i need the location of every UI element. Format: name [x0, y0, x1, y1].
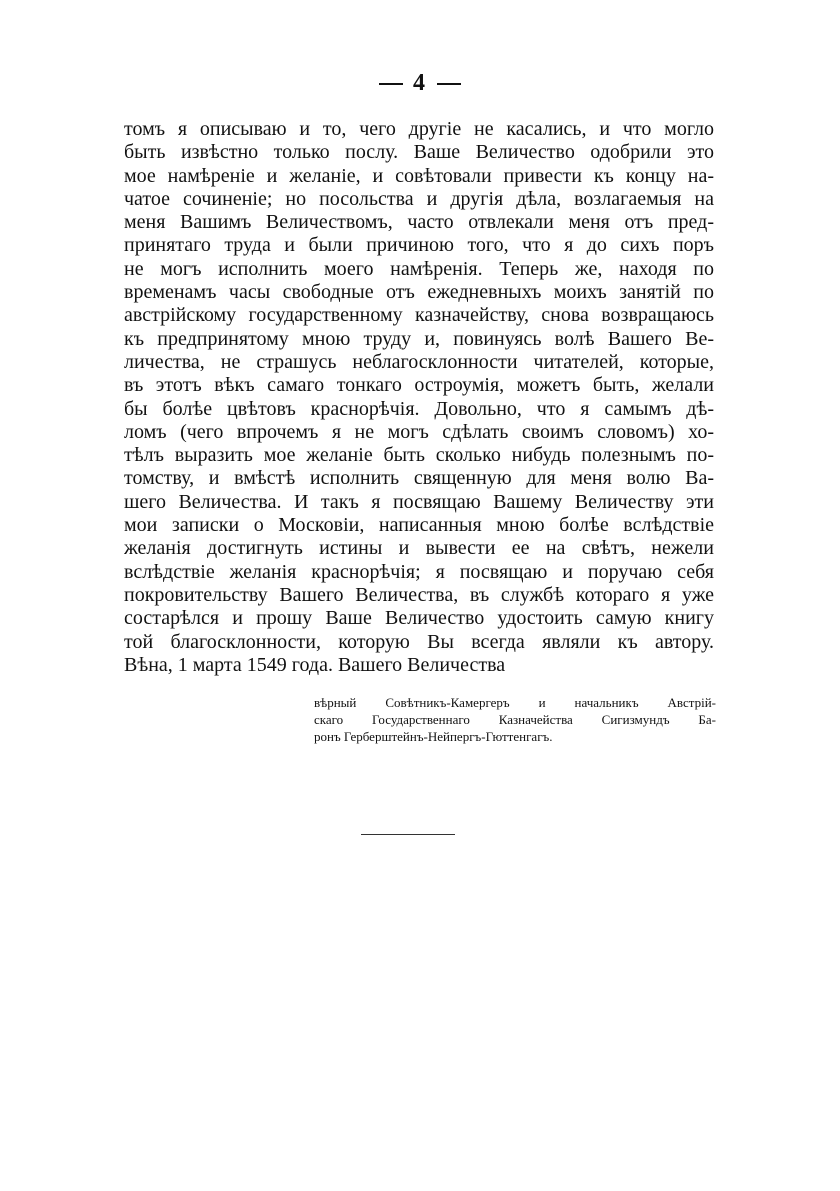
- dash-left: [379, 83, 403, 85]
- body-line: той благосклонности, которую Вы всегда являли къ автору.: [124, 630, 714, 653]
- body-line: мое намѣреніе и желаніе, и совѣтовали привести къ концу на-: [124, 164, 714, 187]
- body-line: меня Вашимъ Величествомъ, часто отвлекали меня отъ пред-: [124, 211, 714, 234]
- body-line: быть извѣстно только послу. Ваше Величество одобрили это: [124, 141, 714, 164]
- body-line: личества, не страшусь неблагосклонности читателей, которые,: [124, 350, 714, 373]
- section-divider-rule: [361, 834, 455, 835]
- body-line: бы болѣе цвѣтовъ краснорѣчія. Довольно, что я самымъ дѣ-: [124, 397, 714, 420]
- body-line: чатое сочиненіе; но посольства и другія дѣла, возлагаемыя на: [124, 187, 714, 210]
- signature-line: ронъ Герберштейнъ-Нейпергъ-Гюттенгагъ.: [314, 729, 553, 744]
- signature-block: [314, 694, 716, 745]
- page-number-value: 4: [413, 70, 427, 96]
- body-line: къ предпринятому мною труду и, повинуясь волѣ Вашего Ве-: [124, 327, 714, 350]
- signature-line: скаго Государственнаго Казначейства Сигизмундъ Ба-: [314, 712, 716, 727]
- body-line: не могъ исполнить моего намѣренія. Теперь же, находя по: [124, 257, 714, 280]
- body-line: вслѣдствіе желанія краснорѣчія; я посвящаю и поручаю себя: [124, 560, 714, 583]
- body-line: покровительству Вашего Величества, въ службѣ котораго я уже: [124, 583, 714, 606]
- dedication-body: [124, 118, 714, 677]
- body-line: въ этотъ вѣкъ самаго тонкаго остроумія, можетъ быть, желали: [124, 374, 714, 397]
- body-line: временамъ часы свободные отъ ежедневныхъ моихъ занятій по: [124, 281, 714, 304]
- body-line: австрійскому государственному казначейству, снова возвращаюсь: [124, 304, 714, 327]
- body-line: мои записки о Московіи, написанныя мною болѣе вслѣдствіе: [124, 514, 714, 537]
- dash-right: [437, 83, 461, 85]
- body-line: томству, и вмѣстѣ исполнить священную для меня волю Ва-: [124, 467, 714, 490]
- body-line: принятаго труда и были причиною того, что я до сихъ поръ: [124, 234, 714, 257]
- signature-line: вѣрный Совѣтникъ-Камергеръ и начальникъ Австрій-: [314, 695, 716, 710]
- body-line: тѣлъ выразить мое желаніе быть сколько нибудь полезнымъ по-: [124, 444, 714, 467]
- page-number: [0, 70, 840, 97]
- body-line: ломъ (чего впрочемъ я не могъ сдѣлать своимъ словомъ) хо-: [124, 420, 714, 443]
- body-line: шего Величества. И такъ я посвящаю Вашему Величеству эти: [124, 490, 714, 513]
- body-line: желанія достигнуть истины и вывести ее на свѣтъ, нежели: [124, 537, 714, 560]
- body-line: томъ я описываю и то, чего другіе не касались, и что могло: [124, 118, 714, 140]
- body-line: состарѣлся и прошу Ваше Величество удостоить самую книгу: [124, 607, 714, 630]
- closing-line: Вѣна, 1 марта 1549 года. Вашего Величества: [124, 653, 506, 676]
